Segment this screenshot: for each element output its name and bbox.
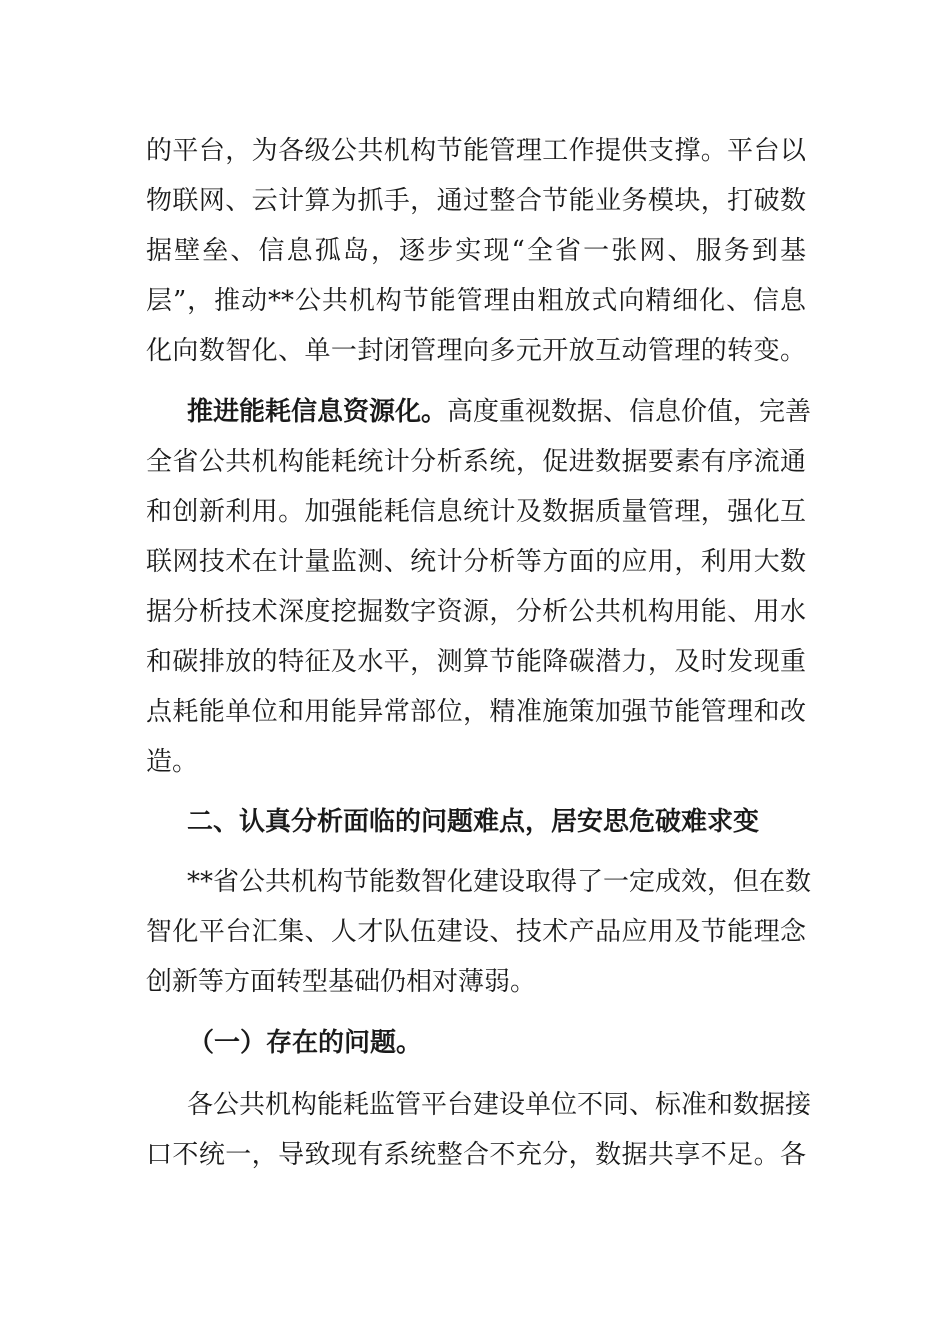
paragraph-2-lead: 推进能耗信息资源化。 bbox=[187, 397, 448, 427]
paragraph-1-line-2: 物联网、云计算为抓手，通过整合节能业务模块，打破数 bbox=[146, 186, 806, 216]
paragraph-4-line-1: 各公共机构能耗监管平台建设单位不同、标准和数据接 bbox=[187, 1090, 812, 1120]
paragraph-1-line-4: 层”，推动**公共机构节能管理由粗放式向精细化、信息 bbox=[146, 286, 806, 316]
subsection-heading: （一）存在的问题。 bbox=[188, 1028, 423, 1058]
paragraph-2-first-line-rest: 高度重视数据、信息价值，完善 bbox=[447, 397, 812, 427]
section-heading: 二、认真分析面临的问题难点，居安思危破难求变 bbox=[187, 807, 760, 837]
paragraph-1-line-1: 的平台，为各级公共机构节能管理工作提供支撑。平台以 bbox=[146, 136, 806, 166]
paragraph-2-line-7: 点耗能单位和用能异常部位，精准施策加强节能管理和改 bbox=[146, 697, 806, 727]
paragraph-3-line-1: **省公共机构节能数智化建设取得了一定成效，但在数 bbox=[187, 867, 812, 897]
paragraph-2-line-2: 全省公共机构能耗统计分析系统，促进数据要素有序流通 bbox=[146, 447, 806, 477]
paragraph-3-line-2: 智化平台汇集、人才队伍建设、技术产品应用及节能理念 bbox=[146, 917, 806, 947]
paragraph-2-line-3: 和创新利用。加强能耗信息统计及数据质量管理，强化互 bbox=[146, 497, 806, 527]
paragraph-2-line-6: 和碳排放的特征及水平，测算节能降碳潜力，及时发现重 bbox=[146, 647, 806, 677]
paragraph-4-line-2: 口不统一，导致现有系统整合不充分，数据共享不足。各 bbox=[146, 1140, 806, 1170]
paragraph-2-line-5: 据分析技术深度挖掘数字资源，分析公共机构用能、用水 bbox=[146, 597, 806, 627]
paragraph-2-line-8: 造。 bbox=[146, 747, 199, 777]
paragraph-2-line-4: 联网技术在计量监测、统计分析等方面的应用，利用大数 bbox=[146, 547, 806, 577]
paragraph-3-line-3: 创新等方面转型基础仍相对薄弱。 bbox=[146, 967, 537, 997]
paragraph-2-line-1 bbox=[187, 392, 812, 432]
paragraph-1-line-3: 据壁垒、信息孤岛，逐步实现“全省一张网、服务到基 bbox=[146, 236, 806, 266]
paragraph-1-line-5: 化向数智化、单一封闭管理向多元开放互动管理的转变。 bbox=[146, 336, 806, 366]
